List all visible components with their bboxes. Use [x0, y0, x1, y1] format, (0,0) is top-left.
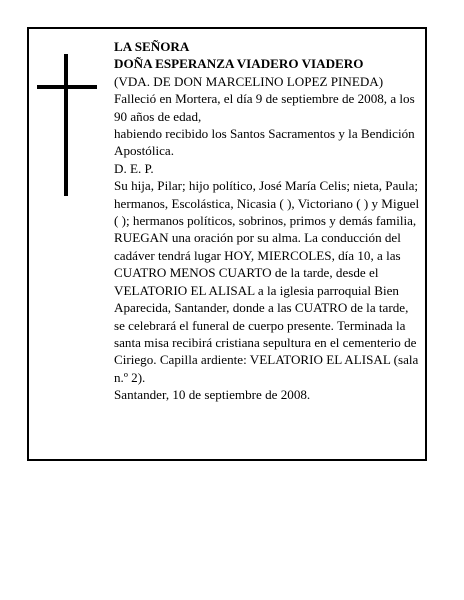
cross-horizontal-bar — [37, 85, 97, 89]
widow-line: (VDA. DE DON MARCELINO LOPEZ PINEDA) — [114, 73, 384, 89]
ruegan-line: RUEGAN una oración por su alma. La conducción del cadáver tendrá lugar HOY, MIERCOLES, día 10, a las CUATRO MENOS CUARTO de la tarde, desde el VELATORIO EL ALISAL a la iglesia parroquial Bien Aparecida, Santander, donde a las CUATRO de la tarde, se celebrará el funeral de cuerpo presente. Terminada la santa misa recibirá cristiana sepultura en el cementerio de Ciriego. Capilla ardiente: VELATORIO EL ALISAL (sala n.º 2). — [114, 230, 419, 385]
dep-line: D. E. P. — [114, 160, 154, 176]
title-line: LA SEÑORA — [114, 39, 190, 54]
death-line: Falleció en Mortera, el día 9 de septiembre de 2008, a los 90 años de edad, — [114, 91, 415, 124]
obituary-text — [114, 38, 420, 404]
family-line: Su hija, Pilar; hijo político, José María Celis; nieta, Paula; hermanos, Escolástica, Nicasia ( ), Victoriano ( ) y Miguel ( ); hermanos políticos, sobrinos, primos y demás familia, — [114, 178, 420, 229]
sacraments-line: habiendo recibido los Santos Sacramentos y la Bendición Apostólica. — [114, 126, 415, 159]
place-date-line: Santander, 10 de septiembre de 2008. — [114, 387, 311, 403]
cross-vertical-bar — [64, 54, 68, 196]
deceased-name: DOÑA ESPERANZA VIADERO VIADERO — [114, 56, 364, 72]
